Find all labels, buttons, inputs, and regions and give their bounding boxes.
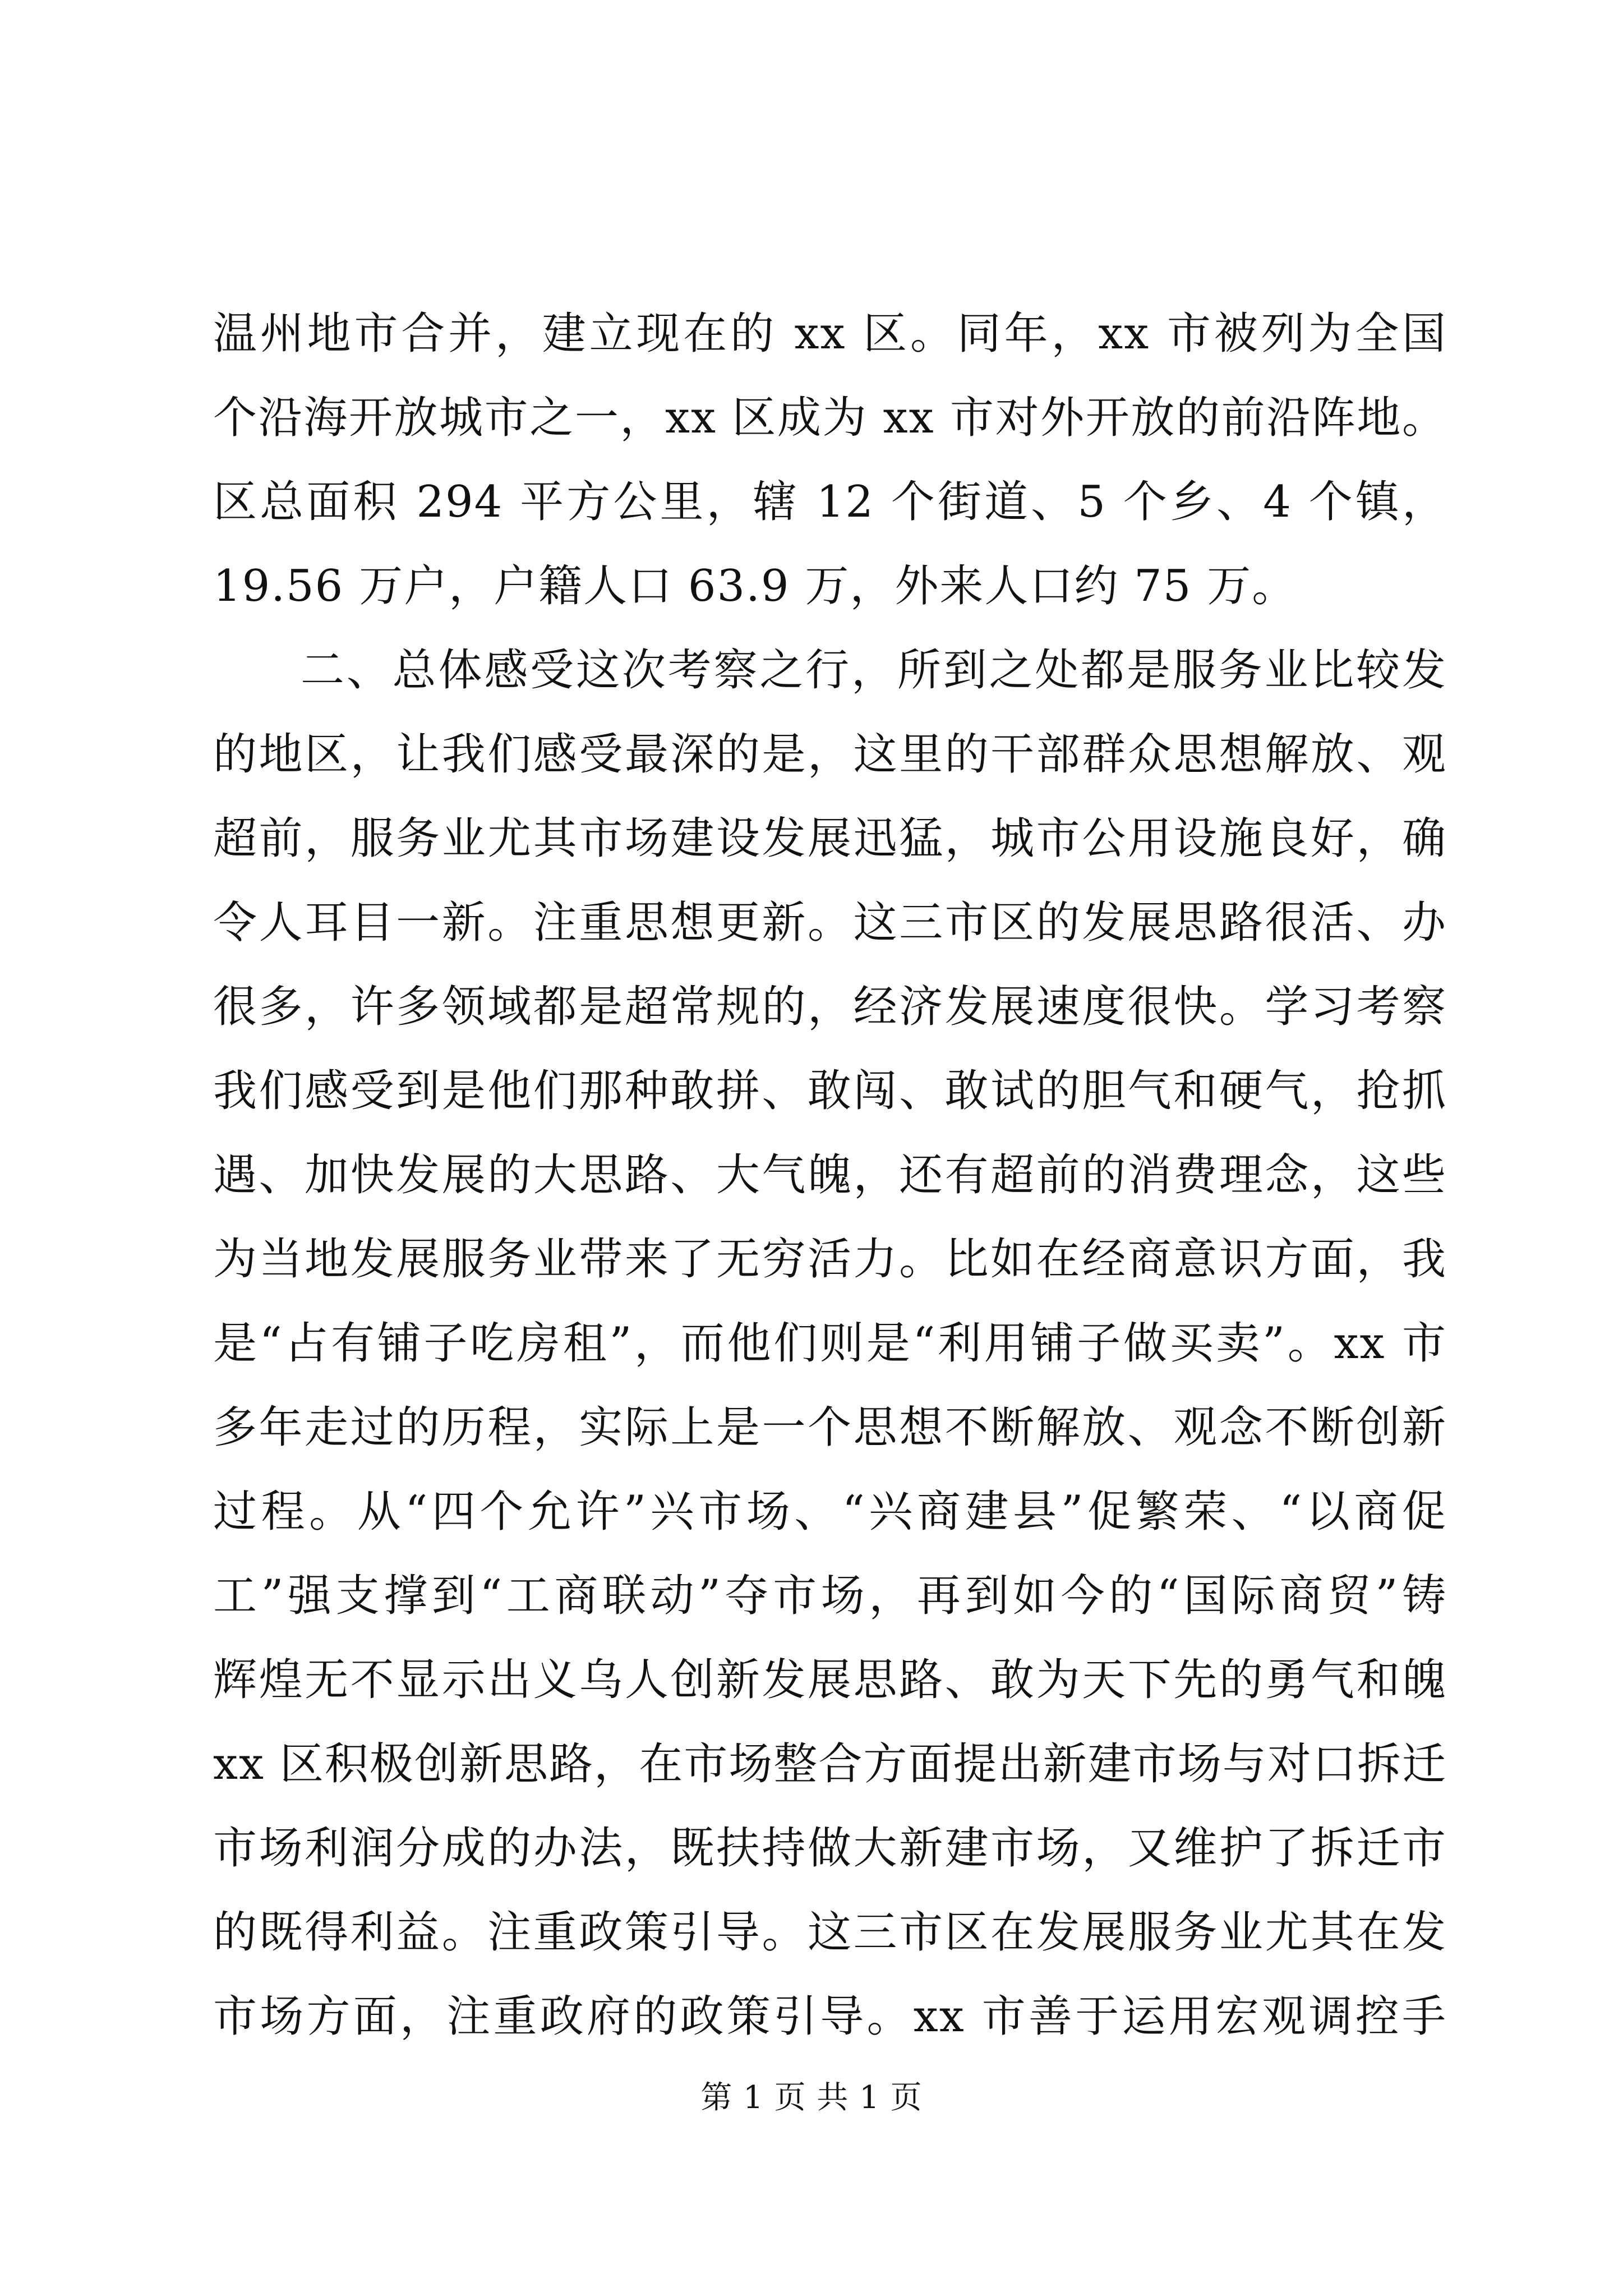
text-line: 的既得利益。注重政策引导。这三市区在发展服务业尤其在发 [213,1907,1447,1958]
text-line: xx 区积极创新思路，在市场整合方面提出新建市场与对口拆迁 [213,1739,1447,1789]
page-footer [0,2076,1623,2120]
text-line: 很多，许多领域都是超常规的，经济发展速度很快。学习考察 [213,982,1447,1032]
text-line: 过程。从“四个允许”兴市场、“兴商建县”促繁荣、“以商促 [213,1487,1447,1537]
text-line: 遇、加快发展的大思路、大气魄，还有超前的消费理念，这些 [213,1150,1447,1200]
text-line: 19.56 万户，户籍人口 63.9 万，外来人口约 75 万。 [213,561,1297,611]
text-line: 令人耳目一新。注重思想更新。这三市区的发展思路很活、办 [213,898,1447,948]
text-line: 是“占有铺子吃房租”，而他们则是“利用铺子做买卖”。xx 市 [213,1318,1447,1369]
text-line: 个沿海开放城市之一，xx 区成为 xx 市对外开放的前沿阵地。 [213,393,1447,443]
text-line: 区总面积 294 平方公里，辖 12 个街道、5 个乡、4 个镇， [213,477,1447,527]
text-line: 超前，服务业尤其市场建设发展迅猛，城市公用设施良好，确 [213,813,1447,864]
document-body [213,292,1447,2059]
page-number-label: 第 1 页 共 1 页 [700,2079,923,2116]
text-line: 市场利润分成的办法，既扶持做大新建市场，又维护了拆迁市 [213,1823,1447,1874]
text-line: 市场方面，注重政府的政策引导。xx 市善于运用宏观调控手 [213,1991,1447,2042]
paragraph-start-line: 二、总体感受这次考察之行，所到之处都是服务业比较发 [301,645,1447,696]
text-line: 我们感受到是他们那种敢拼、敢闯、敢试的胆气和硬气，抢抓 [213,1066,1447,1116]
text-line: 为当地发展服务业带来了无穷活力。比如在经商意识方面，我 [213,1234,1447,1285]
text-line: 温州地市合并，建立现在的 xx 区。同年，xx 市被列为全国 [213,309,1447,359]
text-line: 辉煌无不显示出义乌人创新发展思路、敢为天下先的勇气和魄 [213,1655,1447,1705]
text-line: 工”强支撑到“工商联动”夺市场，再到如今的“国际商贸”铸 [213,1571,1447,1621]
text-line: 多年走过的历程，实际上是一个思想不断解放、观念不断创新 [213,1402,1447,1453]
text-line: 的地区，让我们感受最深的是，这里的干部群众思想解放、观 [213,729,1447,780]
